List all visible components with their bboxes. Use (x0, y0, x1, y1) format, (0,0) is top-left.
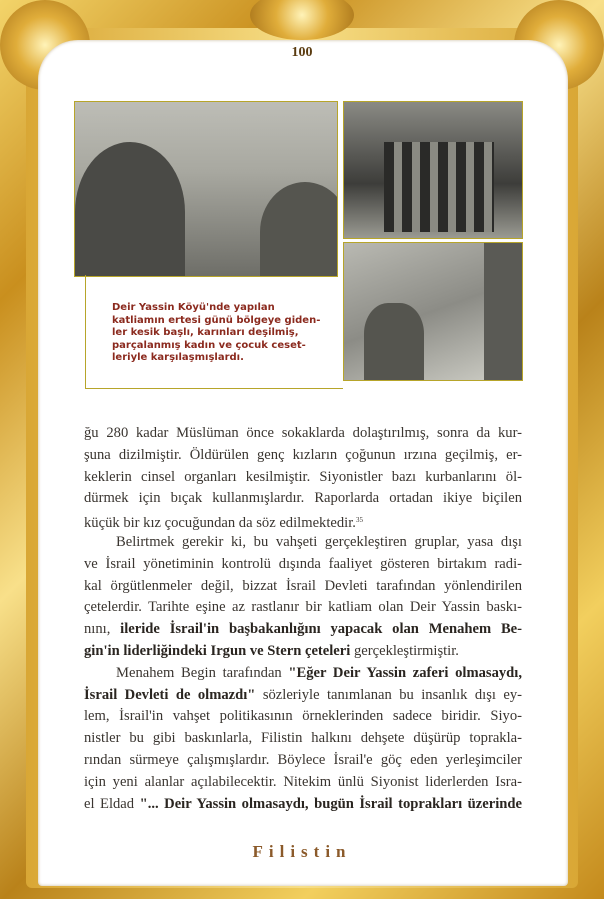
footer-title: Filistin (252, 842, 352, 861)
text-line (84, 597, 522, 619)
photo-village (343, 242, 523, 381)
text-line (84, 663, 522, 685)
footnote-ref: 35 (355, 516, 363, 525)
text-segment: ve İsrail yönetiminin kontrolü dışında faaliyet gösteren birtakım radi- (84, 555, 522, 572)
text-segment: şuna dizilmiştir. Öldürülen genç kızların çoğunun ırzına geçilmiş, er- (84, 446, 522, 463)
text-segment: keklerin cinsel organları kesilmiştir. Siyonistler bazı kurbanlarını öl- (84, 468, 522, 485)
text-line (84, 706, 522, 728)
text-segment: rından sürmeye çalışmışlardır. Böylece İsrail'e göç eden yerleşimciler (84, 751, 522, 768)
text-segment: gerçekleştirmiştir. (350, 642, 459, 659)
caption-line: Deir Yassin Köyü'nde yapılan (112, 302, 275, 313)
text-line (84, 641, 522, 663)
body-text (84, 423, 522, 815)
caption-line: katliamın ertesi günü bölgeye giden- (112, 314, 321, 326)
photo-helmets (74, 101, 338, 277)
bold-text: "Eğer Deir Yassin zaferi olmasaydı, (288, 664, 523, 681)
text-line (84, 467, 522, 489)
text-line (84, 554, 522, 576)
text-line (84, 728, 522, 750)
photo-group (343, 101, 523, 239)
text-line (84, 794, 522, 816)
caption-line: leriyle karşılaşmışlardı. (112, 352, 244, 364)
text-segment: için yeni alanlar açılabilecektir. Nitekim ünlü Siyonist liderlerden Isra- (84, 773, 522, 790)
text-segment: Belirtmek gerekir ki, bu vahşeti gerçekleştiren gruplar, yasa dışı (116, 533, 522, 550)
caption-line: parçalanmış kadın ve çocuk ceset- (112, 339, 306, 351)
bold-text: gin'in liderliğindeki Irgun ve Stern çeteleri (84, 642, 351, 659)
text-line (84, 772, 522, 794)
text-line (84, 576, 522, 598)
text-line (84, 423, 522, 445)
text-segment: çetelerdir. Tarihte eşine az rastlanır bir katliam olan Deir Yassin baskı- (84, 599, 522, 616)
text-line (84, 532, 522, 554)
text-line (84, 445, 522, 467)
bold-text: "... Deir Yassin olmasaydı, bugün İsrail toprakları üzerinde (139, 795, 523, 812)
text-segment: nistler bu gibi baskınlarla, Filistin halkını dehşete düşürüp toprakla- (84, 730, 522, 747)
text-line (84, 619, 522, 641)
text-line (84, 685, 522, 707)
text-segment: lem, İsrail'in vahşet politikasının örneklerinden sadece biridir. Siyo- (84, 708, 522, 725)
bold-text: ileride İsrail'in başbakanlığını yapacak olan Menahem Be- (120, 621, 523, 638)
text-segment: dürmek için bıçak kullanmışlardır. Raporlarda ortadan ikiye biçilen (84, 490, 522, 507)
text-segment: küçük bir kız çocuğundan da söz edilmektedir. (84, 515, 356, 532)
caption-line: ler kesik başlı, karınları deşilmiş, (112, 327, 299, 339)
text-segment: nını, (84, 621, 121, 638)
bold-text: İsrail Devleti de olmazdı" (84, 686, 256, 703)
text-segment: kal örgütlenmeler değil, bizzat İsrail Devleti tarafından yönlendirilen (84, 577, 522, 594)
text-line (84, 510, 522, 532)
text-segment: el Eldad (84, 795, 140, 812)
text-segment: Menahem Begin tarafından (116, 664, 289, 681)
text-segment: sözleriyle tanımlanan bu insanlık dışı ey- (255, 686, 522, 703)
text-segment: ğu 280 kadar Müslüman önce sokaklarda dolaştırılmış, sonra da kur- (84, 425, 522, 441)
page-number: 100 (291, 45, 313, 60)
text-line (84, 750, 522, 772)
text-line (84, 488, 522, 510)
photo-caption (112, 302, 322, 365)
